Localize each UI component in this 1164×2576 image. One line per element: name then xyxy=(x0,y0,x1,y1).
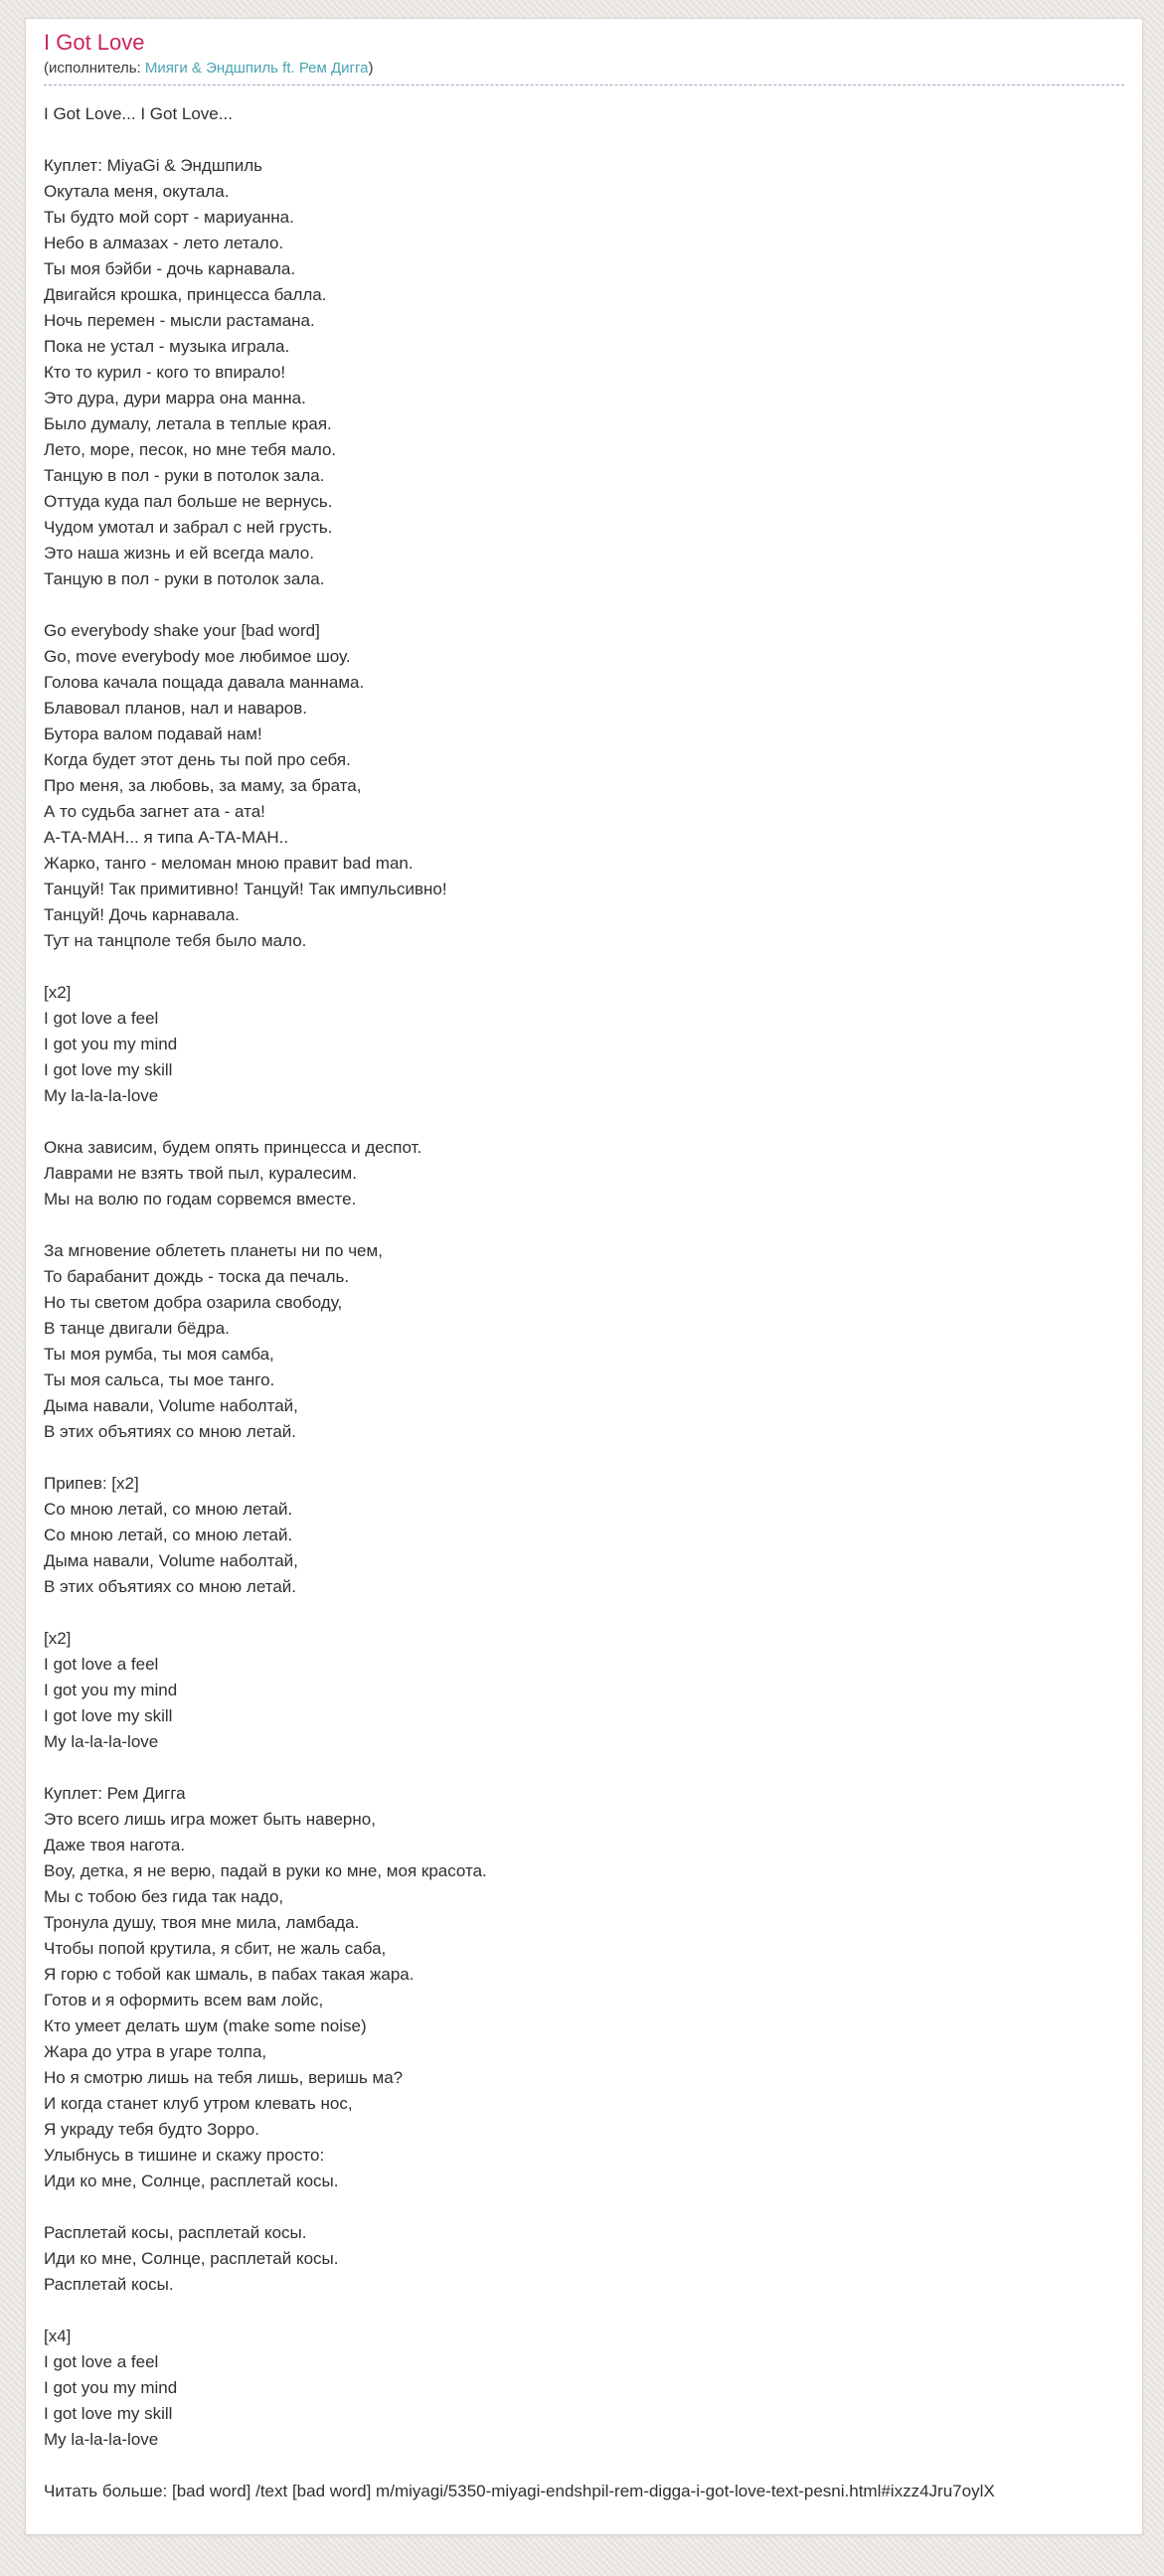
lyric-line: Бутора валом подавай нам! xyxy=(44,724,262,743)
lyric-line: I Got Love... I Got Love... xyxy=(44,104,233,123)
stanza xyxy=(44,980,1124,1109)
lyric-line: Куплет: Рем Дигга xyxy=(44,1784,186,1803)
lyric-line: Ты моя сальса, ты мое танго. xyxy=(44,1370,275,1389)
stanza xyxy=(44,2220,1124,2298)
lyric-line: My la-la-la-love xyxy=(44,1732,159,1751)
lyric-line: Улыбнусь в тишине и скажу просто: xyxy=(44,2146,325,2165)
lyric-line: Чудом умотал и забрал с ней грусть. xyxy=(44,518,333,537)
lyric-line: Чтобы попой крутила, я сбит, не жаль саба, xyxy=(44,1939,387,1958)
lyric-line: [x4] xyxy=(44,2327,72,2345)
lyric-line: Танцую в пол - руки в потолок зала. xyxy=(44,569,325,588)
lyric-line: Иди ко мне, Солнце, расплетай косы. xyxy=(44,2172,339,2190)
lyric-line: Со мною летай, со мною летай. xyxy=(44,1526,293,1544)
lyric-line: Я горю с тобой как шмаль, в пабах такая жара. xyxy=(44,1965,415,1984)
lyric-line: Со мною летай, со мною летай. xyxy=(44,1500,293,1519)
lyric-line: В этих объятиях со мною летай. xyxy=(44,1422,296,1441)
lyric-line: Лаврами не взять твой пыл, куралесим. xyxy=(44,1164,357,1183)
lyric-line: I got you my mind xyxy=(44,1035,178,1053)
lyric-line: Расплетай косы, расплетай косы. xyxy=(44,2223,307,2242)
lyric-line: My la-la-la-love xyxy=(44,2430,159,2449)
lyric-line: I got love my skill xyxy=(44,2404,173,2423)
lyric-line: I got love my skill xyxy=(44,1060,173,1079)
lyric-line: Когда будет этот день ты пой про себя. xyxy=(44,750,351,769)
lyric-line: [x2] xyxy=(44,1629,72,1648)
stanza xyxy=(44,153,1124,592)
lyric-line: Небо в алмазах - лето летало. xyxy=(44,234,284,252)
lyric-line: Танцуй! Дочь карнавала. xyxy=(44,905,240,924)
lyric-line: Окна зависим, будем опять принцесса и деспот. xyxy=(44,1138,422,1157)
lyric-line: My la-la-la-love xyxy=(44,1086,159,1105)
lyric-line: Голова качала пощада давала маннама. xyxy=(44,673,365,692)
stanza xyxy=(44,618,1124,954)
lyric-line: Про меня, за любовь, за маму, за брата, xyxy=(44,776,362,795)
artist-label-prefix: (исполнитель: xyxy=(44,60,141,77)
read-more-line: Читать больше: [bad word] /text [bad word] m/miyagi/5350-miyagi-endshpil-rem-digga-i-got-love-text-pesni.html#ixzz4Jru7oylX xyxy=(44,2482,995,2500)
lyric-line: Воу, детка, я не верю, падай в руки ко мне, моя красота. xyxy=(44,1861,487,1880)
lyric-line: Ночь перемен - мысли растамана. xyxy=(44,311,315,330)
lyrics xyxy=(44,85,1124,2453)
lyric-line: Go everybody shake your [bad word] xyxy=(44,621,320,640)
stanza xyxy=(44,1471,1124,1600)
lyric-line: Но ты светом добра озарила свободу, xyxy=(44,1293,343,1312)
lyric-line: В этих объятиях со мною летай. xyxy=(44,1577,296,1596)
artist-line xyxy=(44,59,1124,78)
stanza xyxy=(44,1781,1124,2194)
lyric-line: Расплетай косы. xyxy=(44,2275,174,2294)
stanza xyxy=(44,1626,1124,1755)
artist-label-suffix: ) xyxy=(368,60,374,77)
stanza xyxy=(44,1135,1124,1212)
lyric-line: Кто умеет делать шум (make some noise) xyxy=(44,2016,367,2035)
lyric-line: Припев: [x2] xyxy=(44,1474,139,1493)
lyric-line: Но я смотрю лишь на тебя лишь, веришь ма? xyxy=(44,2068,404,2087)
lyric-line: Танцуй! Так примитивно! Танцуй! Так импульсивно! xyxy=(44,880,447,898)
lyric-line: Пока не устал - музыка играла. xyxy=(44,337,290,356)
lyric-line: А то судьба загнет ата - ата! xyxy=(44,802,265,821)
lyric-line: Я украду тебя будто Зорро. xyxy=(44,2120,259,2139)
lyric-line: Это наша жизнь и ей всегда мало. xyxy=(44,544,314,563)
lyric-line: За мгновение облететь планеты ни по чем, xyxy=(44,1241,383,1260)
stanza xyxy=(44,2324,1124,2453)
lyric-line: И когда станет клуб утром клевать нос, xyxy=(44,2094,353,2113)
lyric-line: Тронула душу, твоя мне мила, ламбада. xyxy=(44,1913,360,1932)
lyric-line: Это дура, дури марра она манна. xyxy=(44,389,306,407)
lyric-line: [x2] xyxy=(44,983,72,1002)
lyric-line: I got love a feel xyxy=(44,1655,159,1674)
lyric-line: Готов и я оформить всем вам лойс, xyxy=(44,1991,324,2010)
lyric-line: Дыма навали, Volume наболтай, xyxy=(44,1551,298,1570)
lyric-line: Мы на волю по годам сорвемся вместе. xyxy=(44,1190,357,1208)
stanza xyxy=(44,1238,1124,1445)
lyric-line: Жарко, танго - меломан мною правит bad man. xyxy=(44,854,414,873)
stanza xyxy=(44,101,1124,127)
lyric-line: Двигайся крошка, принцесса балла. xyxy=(44,285,327,304)
page-title: I Got Love xyxy=(44,30,145,55)
lyric-line: I got love a feel xyxy=(44,1009,159,1028)
lyric-line: Было думалу, летала в теплые края. xyxy=(44,414,332,433)
lyric-line: Кто то курил - кого то впирало! xyxy=(44,363,286,382)
lyric-line: Ты моя бэйби - дочь карнавала. xyxy=(44,259,296,278)
lyric-line: Тут на танцполе тебя было мало. xyxy=(44,931,307,950)
lyric-line: Танцую в пол - руки в потолок зала. xyxy=(44,466,325,485)
lyric-line: Лето, море, песок, но мне тебя мало. xyxy=(44,440,337,459)
lyrics-card xyxy=(25,18,1143,2535)
lyric-line: Оттуда куда пал больше не вернусь. xyxy=(44,492,333,511)
lyric-line: Иди ко мне, Солнце, расплетай косы. xyxy=(44,2249,339,2268)
lyric-line: I got you my mind xyxy=(44,2378,178,2397)
lyric-line: Это всего лишь игра может быть наверно, xyxy=(44,1810,376,1829)
lyric-line: Жара до утра в угаре толпа, xyxy=(44,2042,267,2061)
lyric-line: Блавовал планов, нал и наваров. xyxy=(44,699,307,718)
artist-link[interactable]: Мияги & Эндшпиль ft. Рем Дигга xyxy=(144,60,369,77)
lyric-line: Даже твоя нагота. xyxy=(44,1836,186,1854)
lyric-line: Go, move everybody мое любимое шоу. xyxy=(44,647,351,666)
song-header xyxy=(44,29,1124,85)
lyric-line: Окутала меня, окутала. xyxy=(44,182,230,201)
lyric-line: I got love my skill xyxy=(44,1706,173,1725)
lyric-line: Куплет: MiyaGi & Эндшпиль xyxy=(44,156,262,175)
lyric-line: Дыма навали, Volume наболтай, xyxy=(44,1396,298,1415)
lyric-line: То барабанит дождь - тоска да печаль. xyxy=(44,1267,350,1286)
lyric-line: Мы с тобою без гида так надо, xyxy=(44,1887,284,1906)
lyric-line: I got love a feel xyxy=(44,2352,159,2371)
lyric-line: А-ТА-МАН... я типа А-ТА-МАН.. xyxy=(44,828,289,847)
lyric-line: Ты будто мой сорт - мариуанна. xyxy=(44,208,294,227)
lyric-line: I got you my mind xyxy=(44,1681,178,1699)
lyric-line: В танце двигали бёдра. xyxy=(44,1319,230,1338)
lyric-line: Ты моя румба, ты моя самба, xyxy=(44,1345,274,1364)
